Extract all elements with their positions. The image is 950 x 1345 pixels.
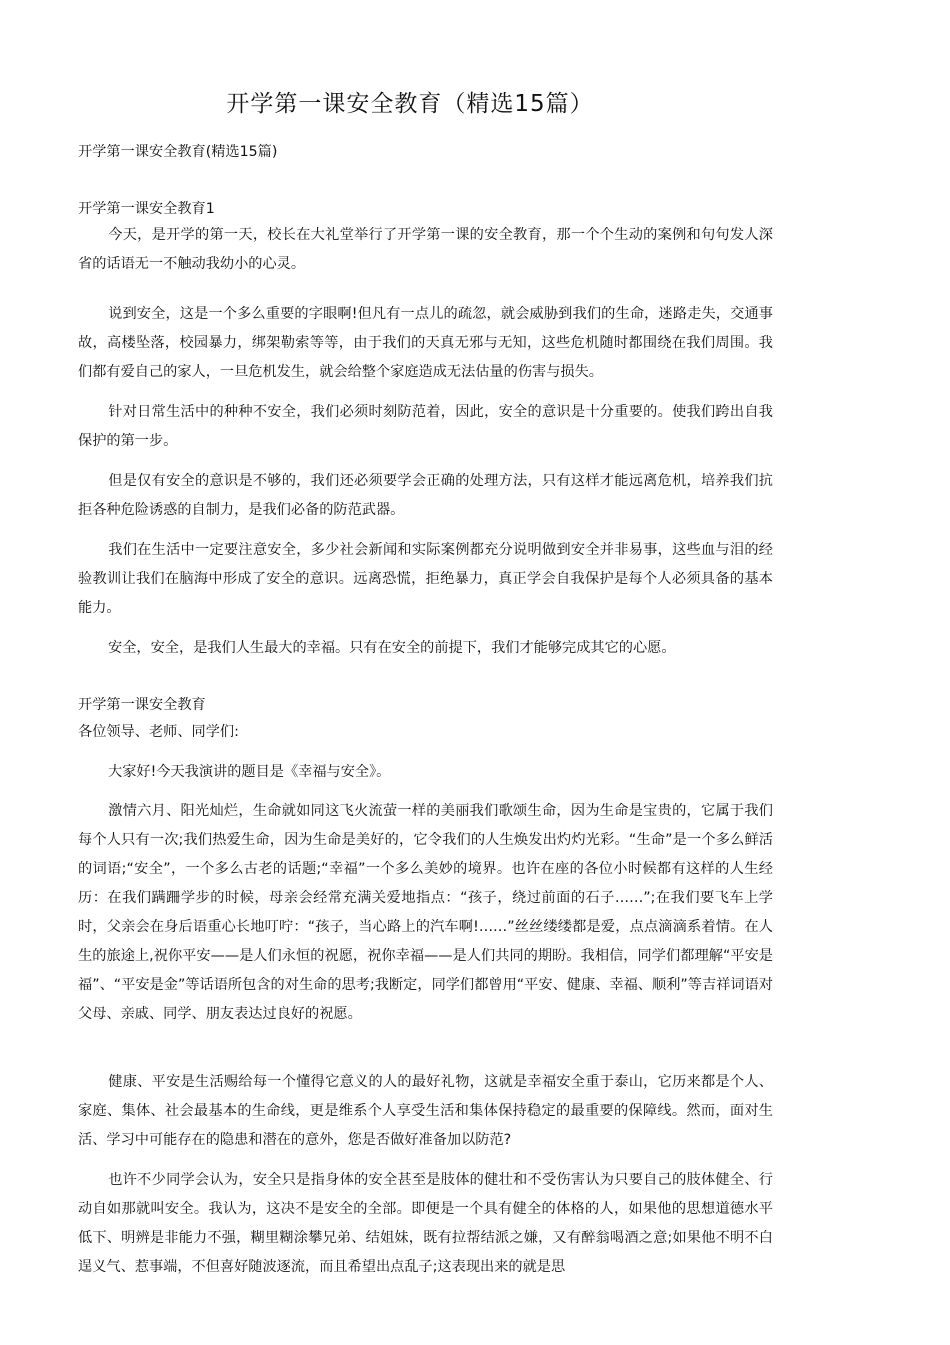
paragraph bbox=[78, 398, 773, 456]
paragraph bbox=[78, 536, 773, 623]
paragraph bbox=[78, 221, 773, 279]
paragraph bbox=[78, 1166, 773, 1282]
paragraph-text: 针对日常生活中的种种不安全，我们必须时刻防范着，因此，安全的意识是十分重要的。使我们跨出自我保护的第一步。 bbox=[78, 404, 773, 449]
paragraph bbox=[78, 1068, 773, 1155]
document-title: 开学第一课安全教育（精选15篇） bbox=[226, 91, 594, 117]
paragraph-text: 安全，安全，是我们人生最大的幸福。只有在安全的前提下，我们才能够完成其它的心愿。 bbox=[108, 640, 676, 656]
paragraph-text: 但是仅有安全的意识是不够的，我们还必须要学会正确的处理方法，只有这样才能远离危机，培养我们抗拒各种危险诱惑的自制力，是我们必备的防范武器。 bbox=[78, 473, 773, 518]
paragraph-text: 我们在生活中一定要注意安全，多少社会新闻和实际案例都充分说明做到安全并非易事，这些血与泪的经验教训让我们在脑海中形成了安全的意识。远离恐慌，拒绝暴力，真正学会自我保护是每个人必须具备的基本能力。 bbox=[78, 542, 773, 616]
paragraph-text: 今天，是开学的第一天，校长在大礼堂举行了开学第一课的安全教育，那一个个生动的案例和句句发人深省的话语无一不触动我幼小的心灵。 bbox=[78, 227, 773, 272]
paragraph bbox=[78, 758, 773, 787]
paragraph bbox=[78, 467, 773, 525]
paragraph-text: 大家好!今天我演讲的题目是《幸福与安全》。 bbox=[108, 764, 391, 780]
document-subtitle: 开学第一课安全教育(精选15篇) bbox=[78, 144, 278, 160]
paragraph bbox=[78, 300, 773, 387]
paragraph-text: 也许不少同学会认为，安全只是指身体的安全甚至是肢体的健壮和不受伤害认为只要自己的肢体健全、行动自如那就叫安全。我认为，这决不是安全的全部。即便是一个具有健全的体格的人，如果他的思想道德水平低下、明辨是非能力不强，糊里糊涂攀兄弟、结姐妹，既有拉帮结派之嫌，又有醉翁喝酒之意;如果他不明不白逞义气、惹事端，不但喜好随波逐流，而且希望出点乱子;这表现出来的就是思 bbox=[78, 1172, 773, 1275]
paragraph-text: 健康、平安是生活赐给每一个懂得它意义的人的最好礼物，这就是幸福安全重于泰山，它历来都是个人、家庭、集体、社会最基本的生命线，更是维系个人享受生活和集体保持稳定的最重要的保障线。然而，面对生活、学习中可能存在的隐患和潜在的意外，您是否做好准备加以防范? bbox=[78, 1074, 773, 1148]
section-heading-2: 开学第一课安全教育 bbox=[78, 697, 206, 713]
paragraph bbox=[78, 797, 773, 1029]
section-heading-1: 开学第一课安全教育1 bbox=[78, 201, 215, 217]
paragraph bbox=[78, 634, 773, 663]
greeting: 各位领导、老师、同学们: bbox=[78, 724, 239, 740]
paragraph-text: 说到安全，这是一个多么重要的字眼啊!但凡有一点儿的疏忽，就会威胁到我们的生命，迷路走失，交通事故，高楼坠落，校园暴力，绑架勒索等等，由于我们的天真无邪与无知，这些危机随时都围绕在我们周围。我们都有爱自己的家人，一旦危机发生，就会给整个家庭造成无法估量的伤害与损失。 bbox=[78, 306, 773, 380]
paragraph-text: 激情六月、阳光灿烂，生命就如同这飞火流萤一样的美丽我们歌颂生命，因为生命是宝贵的，它属于我们每个人只有一次;我们热爱生命，因为生命是美好的，它令我们的人生焕发出灼灼光彩。“生命”是一个多么鲜活的词语;“安全”，一个多么古老的话题;“幸福”一个多么美妙的境界。也许在座的各位小时候都有这样的人生经历：在我们蹒跚学步的时候，母亲会经常充满关爱地指点：“孩子，绕过前面的石子……”;在我们要飞车上学时，父亲会在身后语重心长地叮咛：“孩子，当心路上的汽车啊!……”丝丝缕缕都是爱，点点滴滴系着情。在人生的旅途上,祝你平安——是人们永恒的祝愿，祝你幸福——是人们共同的期盼。我相信，同学们都理解“平安是福”、“平安是金”等话语所包含的对生命的思考;我断定，同学们都曾用“平安、健康、幸福、顺利”等吉祥词语对父母、亲戚、同学、朋友表达过良好的祝愿。 bbox=[78, 803, 773, 1022]
